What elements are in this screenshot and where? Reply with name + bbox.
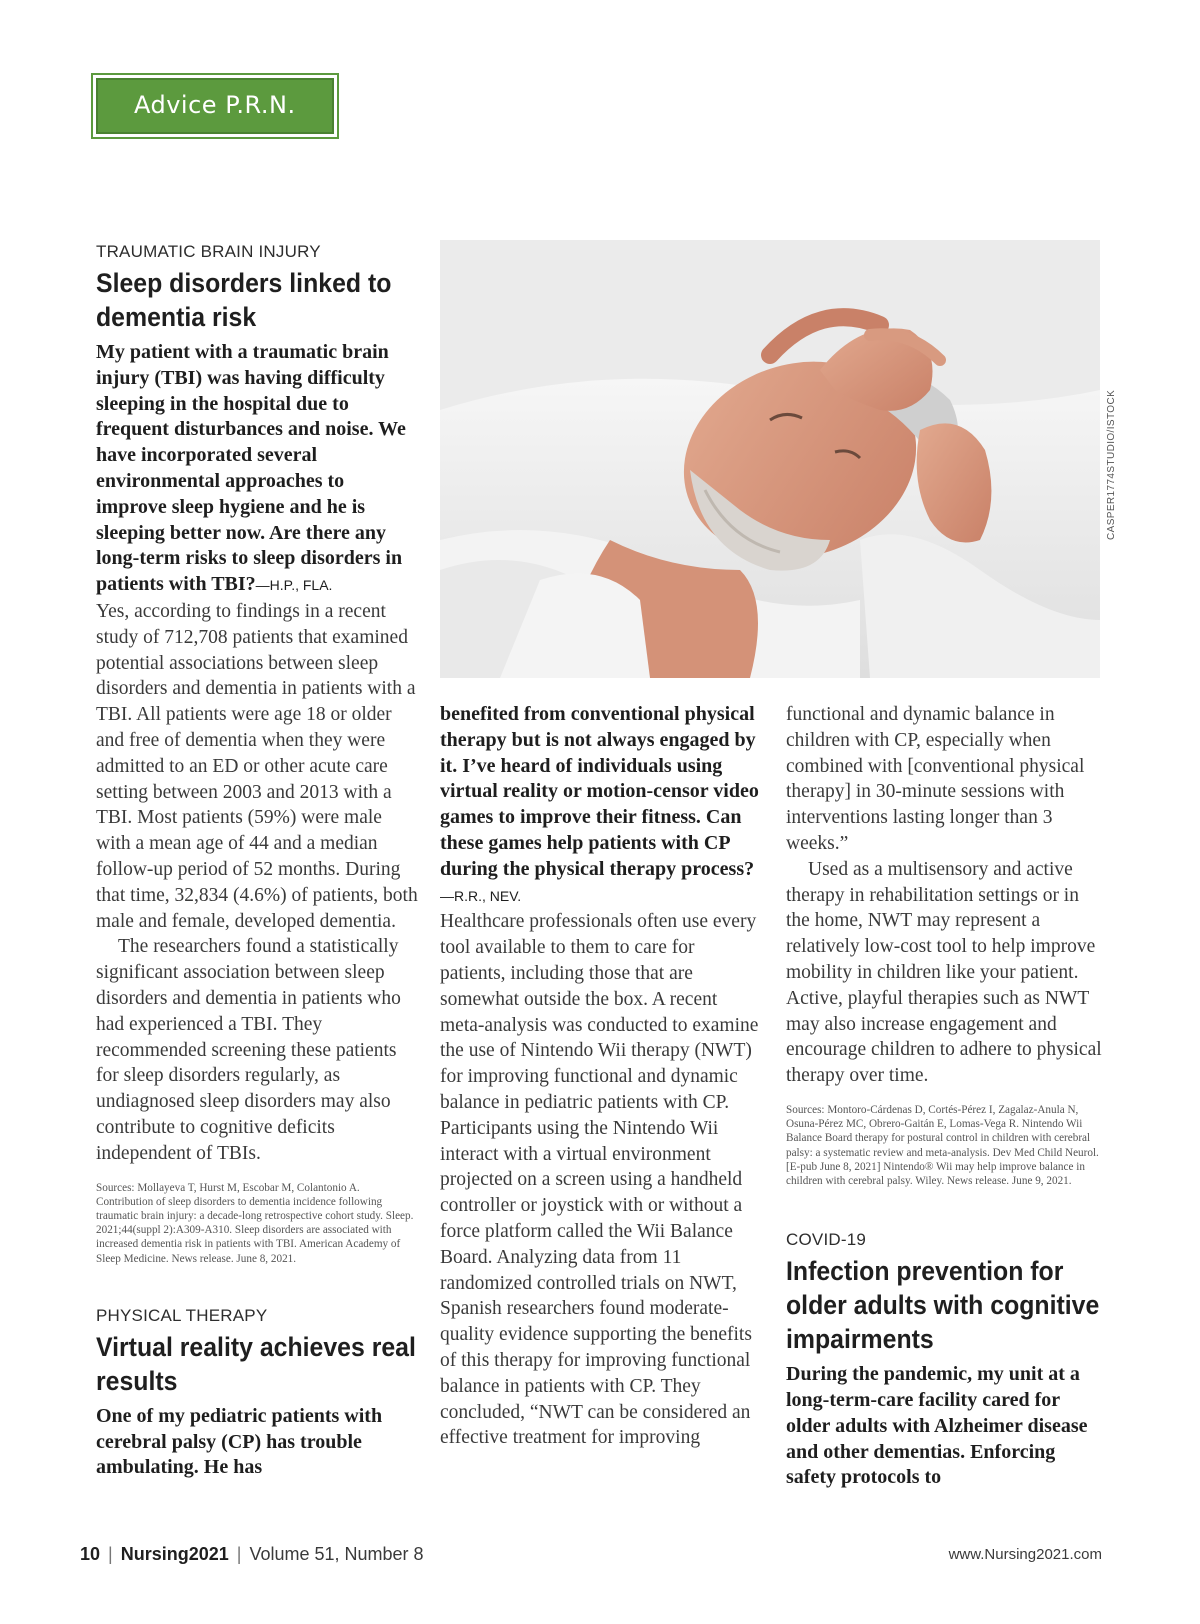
footer-separator: |: [236, 1544, 242, 1564]
article3-question: During the pandemic, my unit at a long-term-care facility cared for older adults with Alzheimer disease and other dementias. Enforcing safety protocols to: [786, 1363, 1088, 1489]
sleepless-man-illustration: [440, 240, 1100, 678]
article2-paragraph: Healthcare professionals often use every tool available to them to care for patients, including those that are somewhat outside the box. A recent meta-analysis was conducted to examine the use of Nintendo Wii therapy (NWT) for improving functional and dynamic balance in pediatric patients with CP. Participants using the Nintendo Wii interact with a virtual environment projected on a screen using a handheld controller or joystick with or without a force platform called the Wii Balance Board. Analyzing data from 11 randomized controlled trials on NWT, Spanish researchers found moderate-quality evidence supporting the benefits of this therapy for improving functional balance in patients with CP. They concluded, “NWT can be considered an effective treatment for improving: [440, 911, 759, 1449]
journal-name: Nursing2021: [120, 1544, 229, 1564]
footer-left: [80, 1544, 424, 1565]
article1-paragraph: Yes, according to findings in a recent study of 712,708 patients that examined potential associations between sleep disorders and dementia in patients with a TBI. All patients were age 18 or older and free of dementia when they were admitted to an ED or other acute care setting between 2003 and 2013 with a TBI. Most patients (59%) were male with a mean age of 44 and a median follow-up period of 52 months. During that time, 32,834 (4.6%) of patients, both male and female, developed dementia.: [96, 600, 418, 932]
article1-signature: —H.P., FLA.: [255, 577, 333, 594]
article2-paragraph: Used as a multisensory and active therapy in rehabilitation settings or in the home, NWT may represent a relatively low-cost tool to help improve mobility in children like your patient. Active, playful therapies such as NWT may also increase engagement and encourage children to adhere to physical therapy over time.: [786, 858, 1102, 1087]
article1-headline: Sleep disorders linked to dementia risk: [96, 268, 392, 332]
column-right: [786, 702, 1106, 1491]
article-photo: [440, 240, 1100, 678]
article2-question-text: benefited from conventional physical therapy but is not always engaged by it. I’ve heard of individuals using virtual reality or motion-censor video games to improve their fitness. Can these games help patients with CP during the physical therapy process?: [440, 703, 759, 880]
article3-headline: Infection prevention for older adults with cognitive impairments: [786, 1256, 1100, 1355]
photo-credit: CASPER1774STUDIO/ISTOCK: [1106, 389, 1117, 540]
article2-headline: Virtual reality achieves real results: [96, 1331, 416, 1396]
article2-signature: —R.R., NEV.: [440, 887, 522, 904]
section-banner: [96, 78, 334, 134]
section-banner-label: Advice P.R.N.: [134, 91, 296, 119]
article1-paragraph: The researchers found a statistically significant association between sleep disorders and dementia in patients who had experienced a TBI. They recommended screening these patients for sleep disorders regularly, as undiagnosed sleep disorders may also contribute to cognitive deficits independent of TBIs.: [96, 936, 401, 1164]
article2-category: PHYSICAL THERAPY: [96, 1305, 268, 1325]
article1-category: TRAUMATIC BRAIN INJURY: [96, 242, 321, 261]
article2-question-cont: [440, 702, 760, 909]
column-left: [96, 240, 418, 1481]
page-footer: [80, 1544, 1102, 1570]
issue-info: Volume 51, Number 8: [249, 1544, 424, 1564]
article1-sources: Sources: Mollayeva T, Hurst M, Escobar M, Colantonio A. Contribution of sleep disorders to dementia incidence following traumatic brain injury: a decade-long retrospective cohort study. Sleep. 2021;44(suppl 2):A309-A310. Sleep disorders are associated with increased dementia risk in patients with TBI. American Academy of Sleep Medicine. News release. June 8, 2021.: [96, 1181, 414, 1265]
article2-question-start: One of my pediatric patients with cerebral palsy (CP) has trouble ambulating. He has: [96, 1404, 383, 1479]
article1-question: [96, 340, 418, 599]
column-middle: [440, 702, 760, 1451]
article2-paragraph-cont: functional and dynamic balance in children with CP, especially when combined with [conventional physical therapy] in 30-minute sessions with interventions lasting longer than 3 weeks.”: [786, 704, 1085, 854]
article3-category: COVID-19: [786, 1230, 867, 1250]
article1-question-text: My patient with a traumatic brain injury (TBI) was having difficulty sleeping in the hospital due to frequent disturbances and noise. We have incorporated several environmental approaches to improve sleep hygiene and he is sleeping better now. Are there any long-term risks to sleep disorders in patients with TBI?: [96, 341, 406, 596]
article2-sources: Sources: Montoro-Cárdenas D, Cortés-Pérez I, Zagalaz-Anula N, Osuna-Pérez MC, Obrero-Gaitán E, Lomas-Vega R. Nintendo Wii Balance Board therapy for postural control in children with cerebral palsy: a systematic review and meta-analysis. Dev Med Child Neurol. [E-pub June 8, 2021] Nintendo® Wii may help improve balance in children with cerebral palsy. Wiley. News release. June 9, 2021.: [786, 1103, 1099, 1187]
footer-separator: |: [108, 1544, 113, 1564]
page-number: 10: [80, 1544, 101, 1564]
website-link[interactable]: www.Nursing2021.com: [948, 1546, 1102, 1563]
